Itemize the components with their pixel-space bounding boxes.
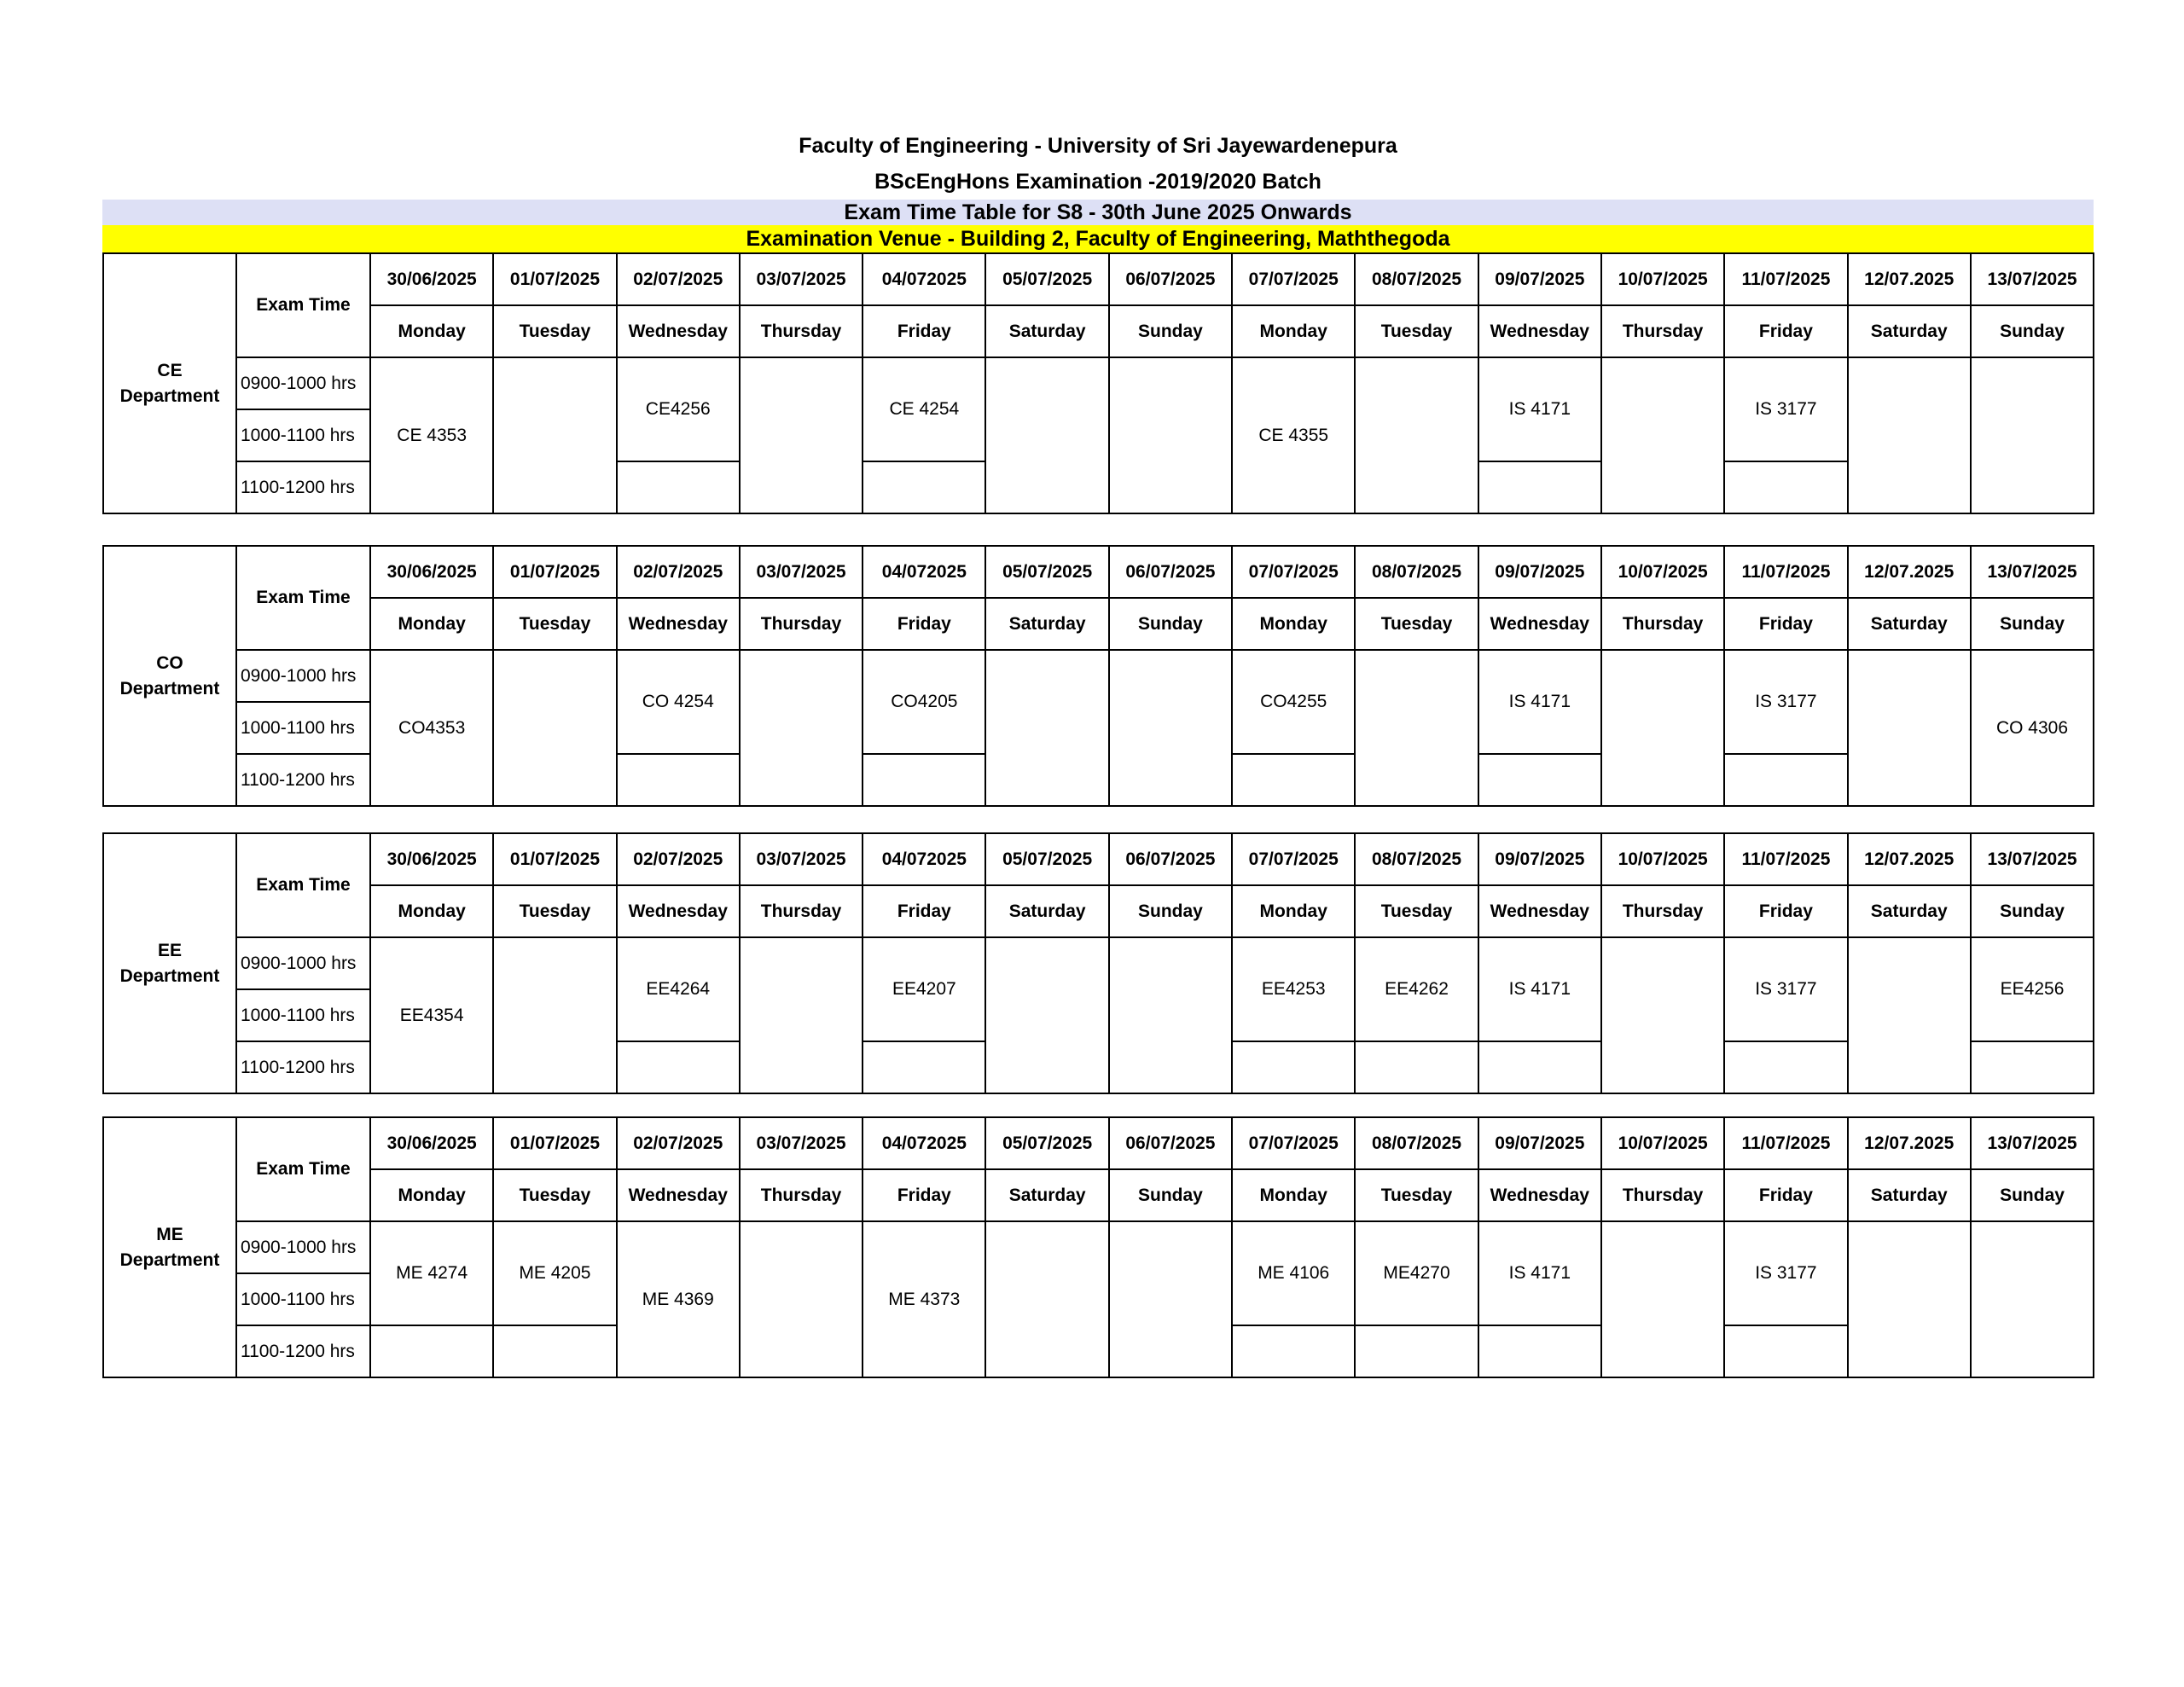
day-header: Thursday bbox=[740, 305, 863, 357]
exam-cell bbox=[617, 461, 740, 513]
time-slot: 1100-1200 hrs bbox=[236, 1041, 370, 1093]
date-header: 06/07/2025 bbox=[1109, 253, 1232, 305]
date-header: 10/07/2025 bbox=[1601, 546, 1724, 598]
exam-cell: CE 4353 bbox=[370, 357, 493, 513]
day-header: Thursday bbox=[740, 885, 863, 937]
day-header: Wednesday bbox=[617, 885, 740, 937]
date-header: 13/07/2025 bbox=[1971, 546, 2094, 598]
date-header: 02/07/2025 bbox=[617, 546, 740, 598]
date-header: 30/06/2025 bbox=[370, 833, 493, 885]
day-header: Saturday bbox=[1848, 885, 1971, 937]
date-header: 02/07/2025 bbox=[617, 833, 740, 885]
exam-cell bbox=[863, 461, 985, 513]
date-header: 07/07/2025 bbox=[1232, 546, 1355, 598]
day-header: Wednesday bbox=[617, 1169, 740, 1221]
exam-cell bbox=[1848, 1221, 1971, 1377]
date-header: 12/07.2025 bbox=[1848, 546, 1971, 598]
date-header: 01/07/2025 bbox=[493, 546, 616, 598]
exam-cell: IS 4171 bbox=[1478, 937, 1601, 1041]
exam-cell bbox=[617, 1041, 740, 1093]
day-header: Saturday bbox=[1848, 598, 1971, 650]
exam-time-header: Exam Time bbox=[236, 1117, 370, 1221]
exam-cell bbox=[1232, 754, 1355, 806]
date-header: 01/07/2025 bbox=[493, 253, 616, 305]
day-header: Tuesday bbox=[493, 305, 616, 357]
exam-cell bbox=[1601, 1221, 1724, 1377]
date-header: 01/07/2025 bbox=[493, 833, 616, 885]
day-header: Saturday bbox=[985, 1169, 1108, 1221]
day-header: Friday bbox=[863, 1169, 985, 1221]
exam-cell bbox=[1355, 650, 1478, 806]
date-header: 12/07.2025 bbox=[1848, 1117, 1971, 1169]
day-header: Tuesday bbox=[1355, 1169, 1478, 1221]
date-header: 11/07/2025 bbox=[1724, 546, 1847, 598]
date-header: 09/07/2025 bbox=[1478, 1117, 1601, 1169]
exam-cell bbox=[1478, 461, 1601, 513]
day-header: Saturday bbox=[985, 305, 1108, 357]
exam-cell: ME 4106 bbox=[1232, 1221, 1355, 1325]
day-header: Sunday bbox=[1109, 305, 1232, 357]
exam-cell bbox=[985, 937, 1108, 1093]
date-header: 07/07/2025 bbox=[1232, 833, 1355, 885]
ce-department-table bbox=[102, 252, 2094, 514]
exam-cell bbox=[1109, 1221, 1232, 1377]
day-header: Tuesday bbox=[1355, 598, 1478, 650]
exam-cell bbox=[1601, 357, 1724, 513]
day-header: Friday bbox=[1724, 1169, 1847, 1221]
exam-cell: EE4264 bbox=[617, 937, 740, 1041]
time-slot: 0900-1000 hrs bbox=[236, 1221, 370, 1273]
day-header: Friday bbox=[1724, 885, 1847, 937]
day-header: Sunday bbox=[1109, 1169, 1232, 1221]
day-header: Thursday bbox=[1601, 598, 1724, 650]
day-header: Thursday bbox=[1601, 885, 1724, 937]
time-slot: 0900-1000 hrs bbox=[236, 357, 370, 409]
exam-cell: IS 4171 bbox=[1478, 650, 1601, 754]
date-header: 12/07.2025 bbox=[1848, 833, 1971, 885]
date-header: 03/07/2025 bbox=[740, 1117, 863, 1169]
exam-cell: EE4256 bbox=[1971, 937, 2094, 1041]
exam-cell: ME 4373 bbox=[863, 1221, 985, 1377]
date-header: 01/07/2025 bbox=[493, 1117, 616, 1169]
time-slot: 1000-1100 hrs bbox=[236, 409, 370, 461]
date-header: 10/07/2025 bbox=[1601, 833, 1724, 885]
exam-cell: CO 4306 bbox=[1971, 650, 2094, 806]
department-cell: EE Department bbox=[103, 833, 236, 1093]
day-header: Thursday bbox=[1601, 1169, 1724, 1221]
timetable-page bbox=[102, 128, 2094, 1378]
exam-cell bbox=[1355, 1041, 1478, 1093]
date-header: 02/07/2025 bbox=[617, 1117, 740, 1169]
day-header: Monday bbox=[370, 305, 493, 357]
exam-cell bbox=[1848, 650, 1971, 806]
date-header: 03/07/2025 bbox=[740, 833, 863, 885]
department-cell: CO Department bbox=[103, 546, 236, 806]
exam-cell bbox=[1848, 937, 1971, 1093]
exam-cell bbox=[985, 650, 1108, 806]
exam-cell bbox=[1724, 754, 1847, 806]
table-gap bbox=[102, 1094, 2094, 1116]
exam-cell bbox=[493, 937, 616, 1093]
date-header: 11/07/2025 bbox=[1724, 833, 1847, 885]
date-header: 13/07/2025 bbox=[1971, 833, 2094, 885]
date-header: 06/07/2025 bbox=[1109, 1117, 1232, 1169]
date-header: 03/07/2025 bbox=[740, 546, 863, 598]
day-header: Tuesday bbox=[493, 598, 616, 650]
date-header: 09/07/2025 bbox=[1478, 546, 1601, 598]
day-header: Sunday bbox=[1971, 598, 2094, 650]
date-header: 13/07/2025 bbox=[1971, 1117, 2094, 1169]
date-header: 06/07/2025 bbox=[1109, 833, 1232, 885]
exam-time-header: Exam Time bbox=[236, 253, 370, 357]
date-header: 11/07/2025 bbox=[1724, 253, 1847, 305]
day-header: Friday bbox=[863, 885, 985, 937]
exam-cell bbox=[1232, 1325, 1355, 1377]
time-slot: 0900-1000 hrs bbox=[236, 937, 370, 989]
exam-cell: CE 4254 bbox=[863, 357, 985, 461]
exam-cell bbox=[1971, 1221, 2094, 1377]
exam-cell: CE4256 bbox=[617, 357, 740, 461]
day-header: Tuesday bbox=[493, 885, 616, 937]
exam-cell bbox=[1109, 937, 1232, 1093]
exam-cell bbox=[740, 937, 863, 1093]
day-header: Monday bbox=[1232, 598, 1355, 650]
exam-cell bbox=[1724, 1325, 1847, 1377]
exam-cell bbox=[863, 1041, 985, 1093]
date-header: 05/07/2025 bbox=[985, 546, 1108, 598]
exam-cell: CO4205 bbox=[863, 650, 985, 754]
exam-cell bbox=[493, 1325, 616, 1377]
exam-cell: EE4207 bbox=[863, 937, 985, 1041]
table-gap bbox=[102, 514, 2094, 545]
exam-cell bbox=[370, 1325, 493, 1377]
date-header: 09/07/2025 bbox=[1478, 833, 1601, 885]
date-header: 08/07/2025 bbox=[1355, 1117, 1478, 1169]
day-header: Monday bbox=[370, 1169, 493, 1221]
date-header: 11/07/2025 bbox=[1724, 1117, 1847, 1169]
day-header: Wednesday bbox=[617, 598, 740, 650]
exam-cell: IS 3177 bbox=[1724, 1221, 1847, 1325]
exam-cell bbox=[863, 754, 985, 806]
date-header: 06/07/2025 bbox=[1109, 546, 1232, 598]
day-header: Thursday bbox=[1601, 305, 1724, 357]
exam-cell bbox=[1971, 1041, 2094, 1093]
day-header: Monday bbox=[1232, 305, 1355, 357]
date-header: 30/06/2025 bbox=[370, 1117, 493, 1169]
date-header: 08/07/2025 bbox=[1355, 546, 1478, 598]
faculty-title: Faculty of Engineering - University of Sri Jayewardenepura bbox=[799, 134, 1397, 158]
time-slot: 1000-1100 hrs bbox=[236, 989, 370, 1041]
day-header: Saturday bbox=[1848, 305, 1971, 357]
time-slot: 1000-1100 hrs bbox=[236, 702, 370, 754]
exam-cell: ME 4369 bbox=[617, 1221, 740, 1377]
exam-cell bbox=[1848, 357, 1971, 513]
day-header: Saturday bbox=[1848, 1169, 1971, 1221]
exam-cell bbox=[1601, 937, 1724, 1093]
exam-cell: ME4270 bbox=[1355, 1221, 1478, 1325]
exam-cell bbox=[1478, 754, 1601, 806]
exam-cell bbox=[1971, 357, 2094, 513]
day-header: Friday bbox=[1724, 598, 1847, 650]
day-header: Saturday bbox=[985, 598, 1108, 650]
exam-cell bbox=[740, 357, 863, 513]
date-header: 30/06/2025 bbox=[370, 253, 493, 305]
exam-cell: CO 4254 bbox=[617, 650, 740, 754]
exam-cell bbox=[985, 357, 1108, 513]
date-header: 07/07/2025 bbox=[1232, 253, 1355, 305]
department-cell: CE Department bbox=[103, 253, 236, 513]
exam-cell: IS 3177 bbox=[1724, 650, 1847, 754]
day-header: Thursday bbox=[740, 1169, 863, 1221]
day-header: Wednesday bbox=[1478, 598, 1601, 650]
department-cell: ME Department bbox=[103, 1117, 236, 1377]
time-slot: 1100-1200 hrs bbox=[236, 1325, 370, 1377]
date-header: 05/07/2025 bbox=[985, 833, 1108, 885]
date-header: 05/07/2025 bbox=[985, 253, 1108, 305]
date-header: 13/07/2025 bbox=[1971, 253, 2094, 305]
day-header: Wednesday bbox=[617, 305, 740, 357]
exam-cell bbox=[1355, 1325, 1478, 1377]
day-header: Saturday bbox=[985, 885, 1108, 937]
exam-cell bbox=[493, 650, 616, 806]
date-header: 09/07/2025 bbox=[1478, 253, 1601, 305]
exam-cell bbox=[1109, 650, 1232, 806]
exam-cell bbox=[740, 650, 863, 806]
day-header: Sunday bbox=[1971, 885, 2094, 937]
time-slot: 1000-1100 hrs bbox=[236, 1273, 370, 1325]
exam-cell: EE4253 bbox=[1232, 937, 1355, 1041]
venue-band: Examination Venue - Building 2, Faculty of Engineering, Maththegoda bbox=[102, 225, 2094, 252]
date-header: 08/07/2025 bbox=[1355, 253, 1478, 305]
ee-department-table bbox=[102, 832, 2094, 1094]
day-header: Friday bbox=[863, 305, 985, 357]
table-gap bbox=[102, 807, 2094, 832]
exam-cell: CO4255 bbox=[1232, 650, 1355, 754]
time-slot: 0900-1000 hrs bbox=[236, 650, 370, 702]
day-header: Wednesday bbox=[1478, 305, 1601, 357]
exam-time-header: Exam Time bbox=[236, 833, 370, 937]
date-header: 04/072025 bbox=[863, 833, 985, 885]
exam-cell bbox=[1232, 1041, 1355, 1093]
time-slot: 1100-1200 hrs bbox=[236, 461, 370, 513]
day-header: Monday bbox=[1232, 885, 1355, 937]
exam-cell: EE4354 bbox=[370, 937, 493, 1093]
exam-cell: IS 3177 bbox=[1724, 937, 1847, 1041]
exam-cell bbox=[1355, 357, 1478, 513]
exam-cell: IS 4171 bbox=[1478, 1221, 1601, 1325]
exam-cell: ME 4205 bbox=[493, 1221, 616, 1325]
exam-cell bbox=[1478, 1325, 1601, 1377]
day-header: Tuesday bbox=[493, 1169, 616, 1221]
day-header: Sunday bbox=[1109, 598, 1232, 650]
exam-cell: IS 4171 bbox=[1478, 357, 1601, 461]
day-header: Sunday bbox=[1109, 885, 1232, 937]
exam-cell bbox=[493, 357, 616, 513]
date-header: 12/07.2025 bbox=[1848, 253, 1971, 305]
day-header: Sunday bbox=[1971, 1169, 2094, 1221]
date-header: 30/06/2025 bbox=[370, 546, 493, 598]
exam-cell bbox=[1478, 1041, 1601, 1093]
day-header: Tuesday bbox=[1355, 885, 1478, 937]
date-header: 08/07/2025 bbox=[1355, 833, 1478, 885]
day-header: Sunday bbox=[1971, 305, 2094, 357]
date-header: 03/07/2025 bbox=[740, 253, 863, 305]
day-header: Friday bbox=[863, 598, 985, 650]
day-header: Wednesday bbox=[1478, 1169, 1601, 1221]
time-slot: 1100-1200 hrs bbox=[236, 754, 370, 806]
exam-cell: CE 4355 bbox=[1232, 357, 1355, 513]
exam-cell: ME 4274 bbox=[370, 1221, 493, 1325]
exam-cell bbox=[1601, 650, 1724, 806]
date-header: 04/072025 bbox=[863, 546, 985, 598]
exam-cell bbox=[1724, 1041, 1847, 1093]
day-header: Wednesday bbox=[1478, 885, 1601, 937]
date-header: 05/07/2025 bbox=[985, 1117, 1108, 1169]
exam-cell bbox=[1109, 357, 1232, 513]
date-header: 07/07/2025 bbox=[1232, 1117, 1355, 1169]
day-header: Monday bbox=[1232, 1169, 1355, 1221]
day-header: Tuesday bbox=[1355, 305, 1478, 357]
day-header: Monday bbox=[370, 598, 493, 650]
co-department-table bbox=[102, 545, 2094, 807]
exam-cell: CO4353 bbox=[370, 650, 493, 806]
timetable-title-band: Exam Time Table for S8 - 30th June 2025 Onwards bbox=[102, 200, 2094, 225]
exam-time-header: Exam Time bbox=[236, 546, 370, 650]
exam-cell: EE4262 bbox=[1355, 937, 1478, 1041]
date-header: 04/072025 bbox=[863, 253, 985, 305]
date-header: 10/07/2025 bbox=[1601, 253, 1724, 305]
day-header: Friday bbox=[1724, 305, 1847, 357]
me-department-table bbox=[102, 1116, 2094, 1378]
exam-cell bbox=[740, 1221, 863, 1377]
date-header: 04/072025 bbox=[863, 1117, 985, 1169]
day-header: Thursday bbox=[740, 598, 863, 650]
date-header: 10/07/2025 bbox=[1601, 1117, 1724, 1169]
examination-title: BScEngHons Examination -2019/2020 Batch bbox=[874, 170, 1321, 194]
exam-cell bbox=[1724, 461, 1847, 513]
exam-cell bbox=[617, 754, 740, 806]
exam-cell bbox=[985, 1221, 1108, 1377]
day-header: Monday bbox=[370, 885, 493, 937]
exam-cell: IS 3177 bbox=[1724, 357, 1847, 461]
date-header: 02/07/2025 bbox=[617, 253, 740, 305]
